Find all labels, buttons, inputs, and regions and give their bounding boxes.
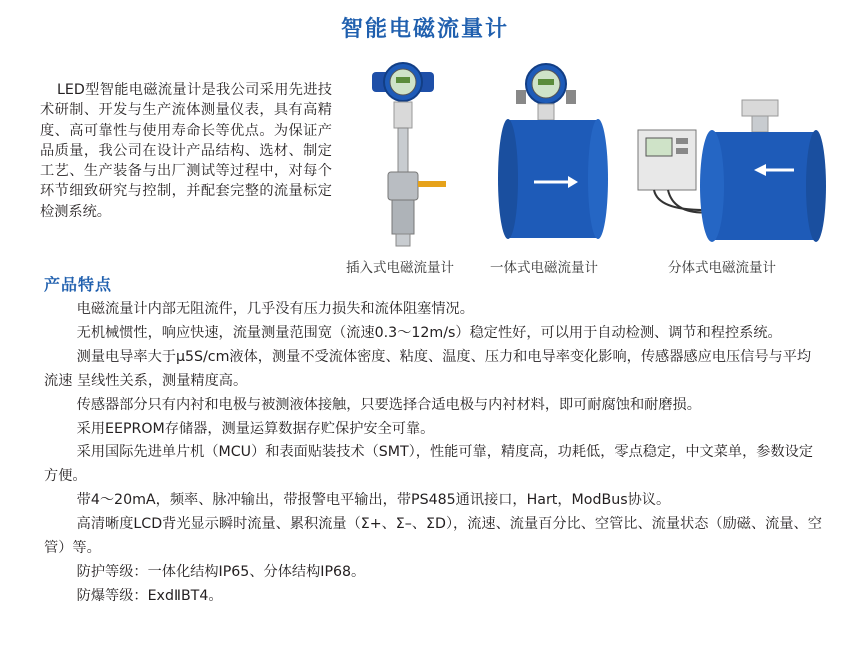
feature-item: 防爆等级：ExdⅡBT4。 (76, 587, 223, 604)
feature-item: 带4～20mA，频率、脉冲输出，带报警电平输出，带PS485通讯接口，Hart，ModBus协议。 (76, 492, 671, 509)
caption-insertion: 插入式电磁流量计 (346, 260, 454, 276)
section-title: 产品特点 (44, 275, 113, 294)
feature-item: 传感器部分只有内衬和电极与被测液体接触，只要选择合适电极与内衬材料，即可耐腐蚀和耐磨损。 (76, 396, 701, 413)
caption-split: 分体式电磁流量计 (668, 260, 776, 276)
integrated-flowmeter-icon (488, 60, 616, 250)
insertion-flowmeter-icon (352, 60, 452, 250)
intro-paragraph (40, 80, 332, 222)
feature-item: 无机械惯性，响应快速，流量测量范围宽（流速0.3～12m/s）稳定性好，可以用于自动检测、调节和程控系统。 (76, 324, 782, 341)
caption-integrated: 一体式电磁流量计 (490, 260, 598, 276)
intro-text: LED型智能电磁流量计是我公司采用先进技术研制、开发与生产流体测量仪表，具有高精度、高可靠性与使用寿命长等优点。为保证产品质量，我公司在设计产品结构、选材、制定工艺、生产装备与出厂测试等过程中，对每个环节细致研究与控制，并配套完整的流量标定检测系统。 (40, 82, 332, 220)
feature-item: 防护等级：一体化结构IP65、分体结构IP68。 (76, 563, 366, 580)
page-title: 智能电磁流量计 (340, 17, 509, 42)
feature-item: 采用EEPROM存储器，测量运算数据存贮保护安全可靠。 (76, 420, 435, 437)
feature-item: 电磁流量计内部无阻流件，几乎没有压力损失和流体阻塞情况。 (76, 301, 474, 317)
feature-list (44, 298, 824, 609)
feature-item: 测量电导率大于μ5S/cm液体，测量不受流体密度、粘度、温度、压力和电导率变化影响，传感器感应电压信号与平均流速 呈线性关系，测量精度高。 (44, 348, 812, 389)
feature-item: 采用国际先进单片机（MCU）和表面贴装技术（SMT），性能可靠，精度高，功耗低，零点稳定，中文菜单，参数设定方便。 (44, 444, 814, 485)
feature-item: 高清晰度LCD背光显示瞬时流量、累积流量（Σ+、Σ–、ΣD），流速、流量百分比、空管比、流量状态（励磁、流量、空管）等。 (44, 516, 822, 557)
split-flowmeter-icon (634, 60, 834, 250)
